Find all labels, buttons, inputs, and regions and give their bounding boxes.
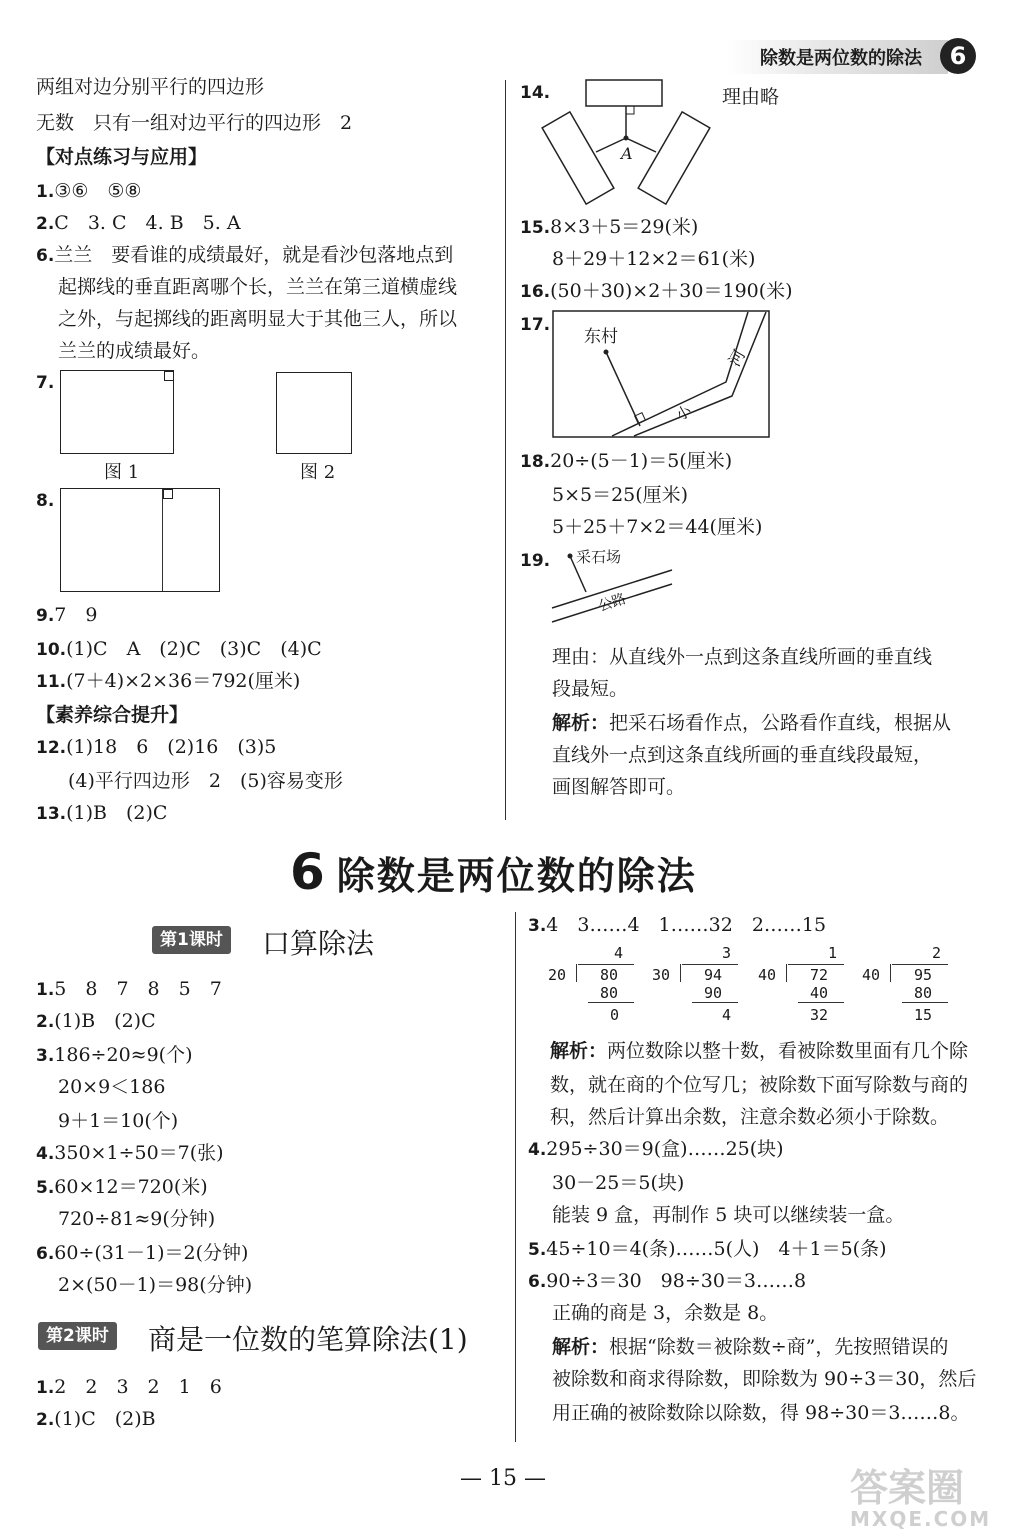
answer-line: 2.(1)B (2)C <box>36 1010 156 1032</box>
long-division: 1 40 72 40 32 <box>758 944 850 1026</box>
analysis-line: 直线外一点到这条直线所画的垂直线段最短， <box>552 744 933 766</box>
figure-rectangle-3 <box>60 488 220 592</box>
question-number: 14. <box>520 83 551 103</box>
answer-line: 5×5＝25(厘米) <box>552 484 689 506</box>
section-heading: 【对点练习与应用】 <box>36 146 208 168</box>
lesson-title-1: 口算除法 <box>262 927 375 960</box>
chapter-title: 6 除数是两位数的除法 <box>290 843 697 901</box>
figure-caption-2: 图 2 <box>300 462 336 483</box>
analysis-line: 画图解答即可。 <box>552 776 686 798</box>
answer-line: 3.186÷20≈9(个) <box>36 1044 193 1066</box>
answer-line: 无数 只有一组对边平行的四边形 2 <box>36 112 353 134</box>
long-division: 2 40 95 80 15 <box>862 944 954 1026</box>
answer-line: 1.5 8 7 8 5 7 <box>36 978 222 1000</box>
answer-line: 理由略 <box>722 86 780 108</box>
question-number: 19. <box>520 551 551 571</box>
river-label: 河 <box>724 346 750 370</box>
column-divider-bottom <box>515 912 516 1442</box>
answer-line: 5＋25＋7×2＝44(厘米) <box>552 516 763 538</box>
lesson-badge-1: 第1课时 <box>152 926 231 954</box>
analysis-line: 用正确的被除数除以除数，得 98÷30＝3……8。 <box>552 1402 970 1424</box>
answer-line: 6.60÷(31－1)＝2(分钟) <box>36 1242 249 1264</box>
analysis-line: 被除数和商求得除数，即除数为 90÷3＝30，然后 <box>552 1368 977 1390</box>
answer-line: 6.90÷3＝30 98÷30＝3……8 <box>528 1270 807 1292</box>
figure-rectangle-1 <box>60 370 174 454</box>
analysis-line: 解析：把采石场看作点，公路看作直线，根据从 <box>552 712 952 734</box>
answer-line: 4.350×1÷50＝7(张) <box>36 1142 224 1164</box>
perpendicular-line <box>162 489 163 591</box>
answer-line: 15.8×3＋5＝29(米) <box>520 216 699 238</box>
lesson-title-2: 商是一位数的笔算除法(1) <box>148 1323 468 1356</box>
answer-line: 3.4 3……4 1……32 2……15 <box>528 914 827 936</box>
answer-line: 11.(7＋4)×2×36＝792(厘米) <box>36 670 301 692</box>
answer-line: 正确的商是 3，余数是 8。 <box>552 1302 779 1324</box>
lesson-badge-2: 第2课时 <box>38 1322 117 1350</box>
answer-line: 之外，与起掷线的距离明显大于其他三人，所以 <box>58 308 458 330</box>
header-title: 除数是两位数的除法 <box>760 48 922 69</box>
question-number: 17. <box>520 315 551 335</box>
section-heading: 【素养综合提升】 <box>36 704 189 726</box>
answer-line: 理由：从直线外一点到这条直线所画的垂直线 <box>552 646 933 668</box>
analysis-line: 积，然后计算出余数，注意余数必须小于除数。 <box>550 1106 950 1128</box>
answer-line: 20×9＜186 <box>58 1076 166 1098</box>
answer-line: 能装 9 盒，再制作 5 块可以继续装一盒。 <box>552 1204 905 1226</box>
answer-line: 10.(1)C A (2)C (3)C (4)C <box>36 638 322 660</box>
answer-line: 9.7 9 <box>36 604 98 626</box>
answer-line: 2×(50－1)＝98(分钟) <box>58 1274 253 1296</box>
answer-line: 720÷81≈9(分钟) <box>58 1208 216 1230</box>
point-label-a: A <box>621 144 633 163</box>
answer-line: 16.(50＋30)×2＋30＝190(米) <box>520 280 793 302</box>
answer-line: 9＋1＝10(个) <box>58 1110 179 1132</box>
page-number: — 15 — <box>460 1466 546 1491</box>
answer-line: (4)平行四边形 2 (5)容易变形 <box>68 770 343 792</box>
answer-line: 两组对边分别平行的四边形 <box>36 76 265 98</box>
answer-line: 4.295÷30＝9(盒)……25(块) <box>528 1138 784 1160</box>
analysis-line: 解析：根据“除数＝被除数÷商”，先按照错误的 <box>552 1336 949 1358</box>
quarry-label: 采石场 <box>576 548 622 566</box>
answer-line: 1.2 2 3 2 1 6 <box>36 1376 222 1398</box>
answer-line: 6.兰兰 要看谁的成绩最好，就是看沙包落地点到 <box>36 244 454 266</box>
figure-caption-1: 图 1 <box>104 462 140 483</box>
right-angle-mark <box>163 489 173 499</box>
analysis-line: 解析：两位数除以整十数，看被除数里面有几个除 <box>550 1040 969 1062</box>
answer-line: 5.60×12＝720(米) <box>36 1176 208 1198</box>
answer-line: 13.(1)B (2)C <box>36 802 168 824</box>
village-label: 东村 <box>584 327 618 347</box>
long-division: 3 30 94 90 4 <box>652 944 744 1026</box>
answer-line: 8＋29＋12×2＝61(米) <box>552 248 756 270</box>
answer-line: 30－25＝5(块) <box>552 1172 685 1194</box>
answer-line: 1.③⑥ ⑤⑧ <box>36 180 142 202</box>
answer-line: 2.C 3. C 4. B 5. A <box>36 212 241 234</box>
watermark-logo: 答案圈 MXQE.COM <box>850 1466 992 1531</box>
answer-line: 5.45÷10＝4(条)……5(人) 4＋1＝5(条) <box>528 1238 887 1260</box>
right-angle-mark <box>164 371 174 381</box>
long-division: 4 20 80 80 0 <box>548 944 640 1026</box>
answer-line: 12.(1)18 6 (2)16 (3)5 <box>36 736 277 758</box>
small-label: 小 <box>672 401 695 425</box>
column-divider-top <box>505 80 506 820</box>
question-number: 8. <box>36 491 55 511</box>
question-number: 7. <box>36 373 55 393</box>
analysis-line: 数，就在商的个位写几；被除数下面写除数与商的 <box>550 1074 969 1096</box>
chapter-badge: 6 <box>940 38 976 74</box>
answer-line: 段最短。 <box>552 678 629 700</box>
answer-line: 兰兰的成绩最好。 <box>58 340 211 362</box>
road-label: 公路 <box>596 591 629 615</box>
answer-line: 起掷线的垂直距离哪个长，兰兰在第三道横虚线 <box>58 276 458 298</box>
figure-square-2 <box>276 372 352 454</box>
answer-line: 2.(1)C (2)B <box>36 1408 156 1430</box>
answer-line: 18.20÷(5－1)＝5(厘米) <box>520 450 733 472</box>
